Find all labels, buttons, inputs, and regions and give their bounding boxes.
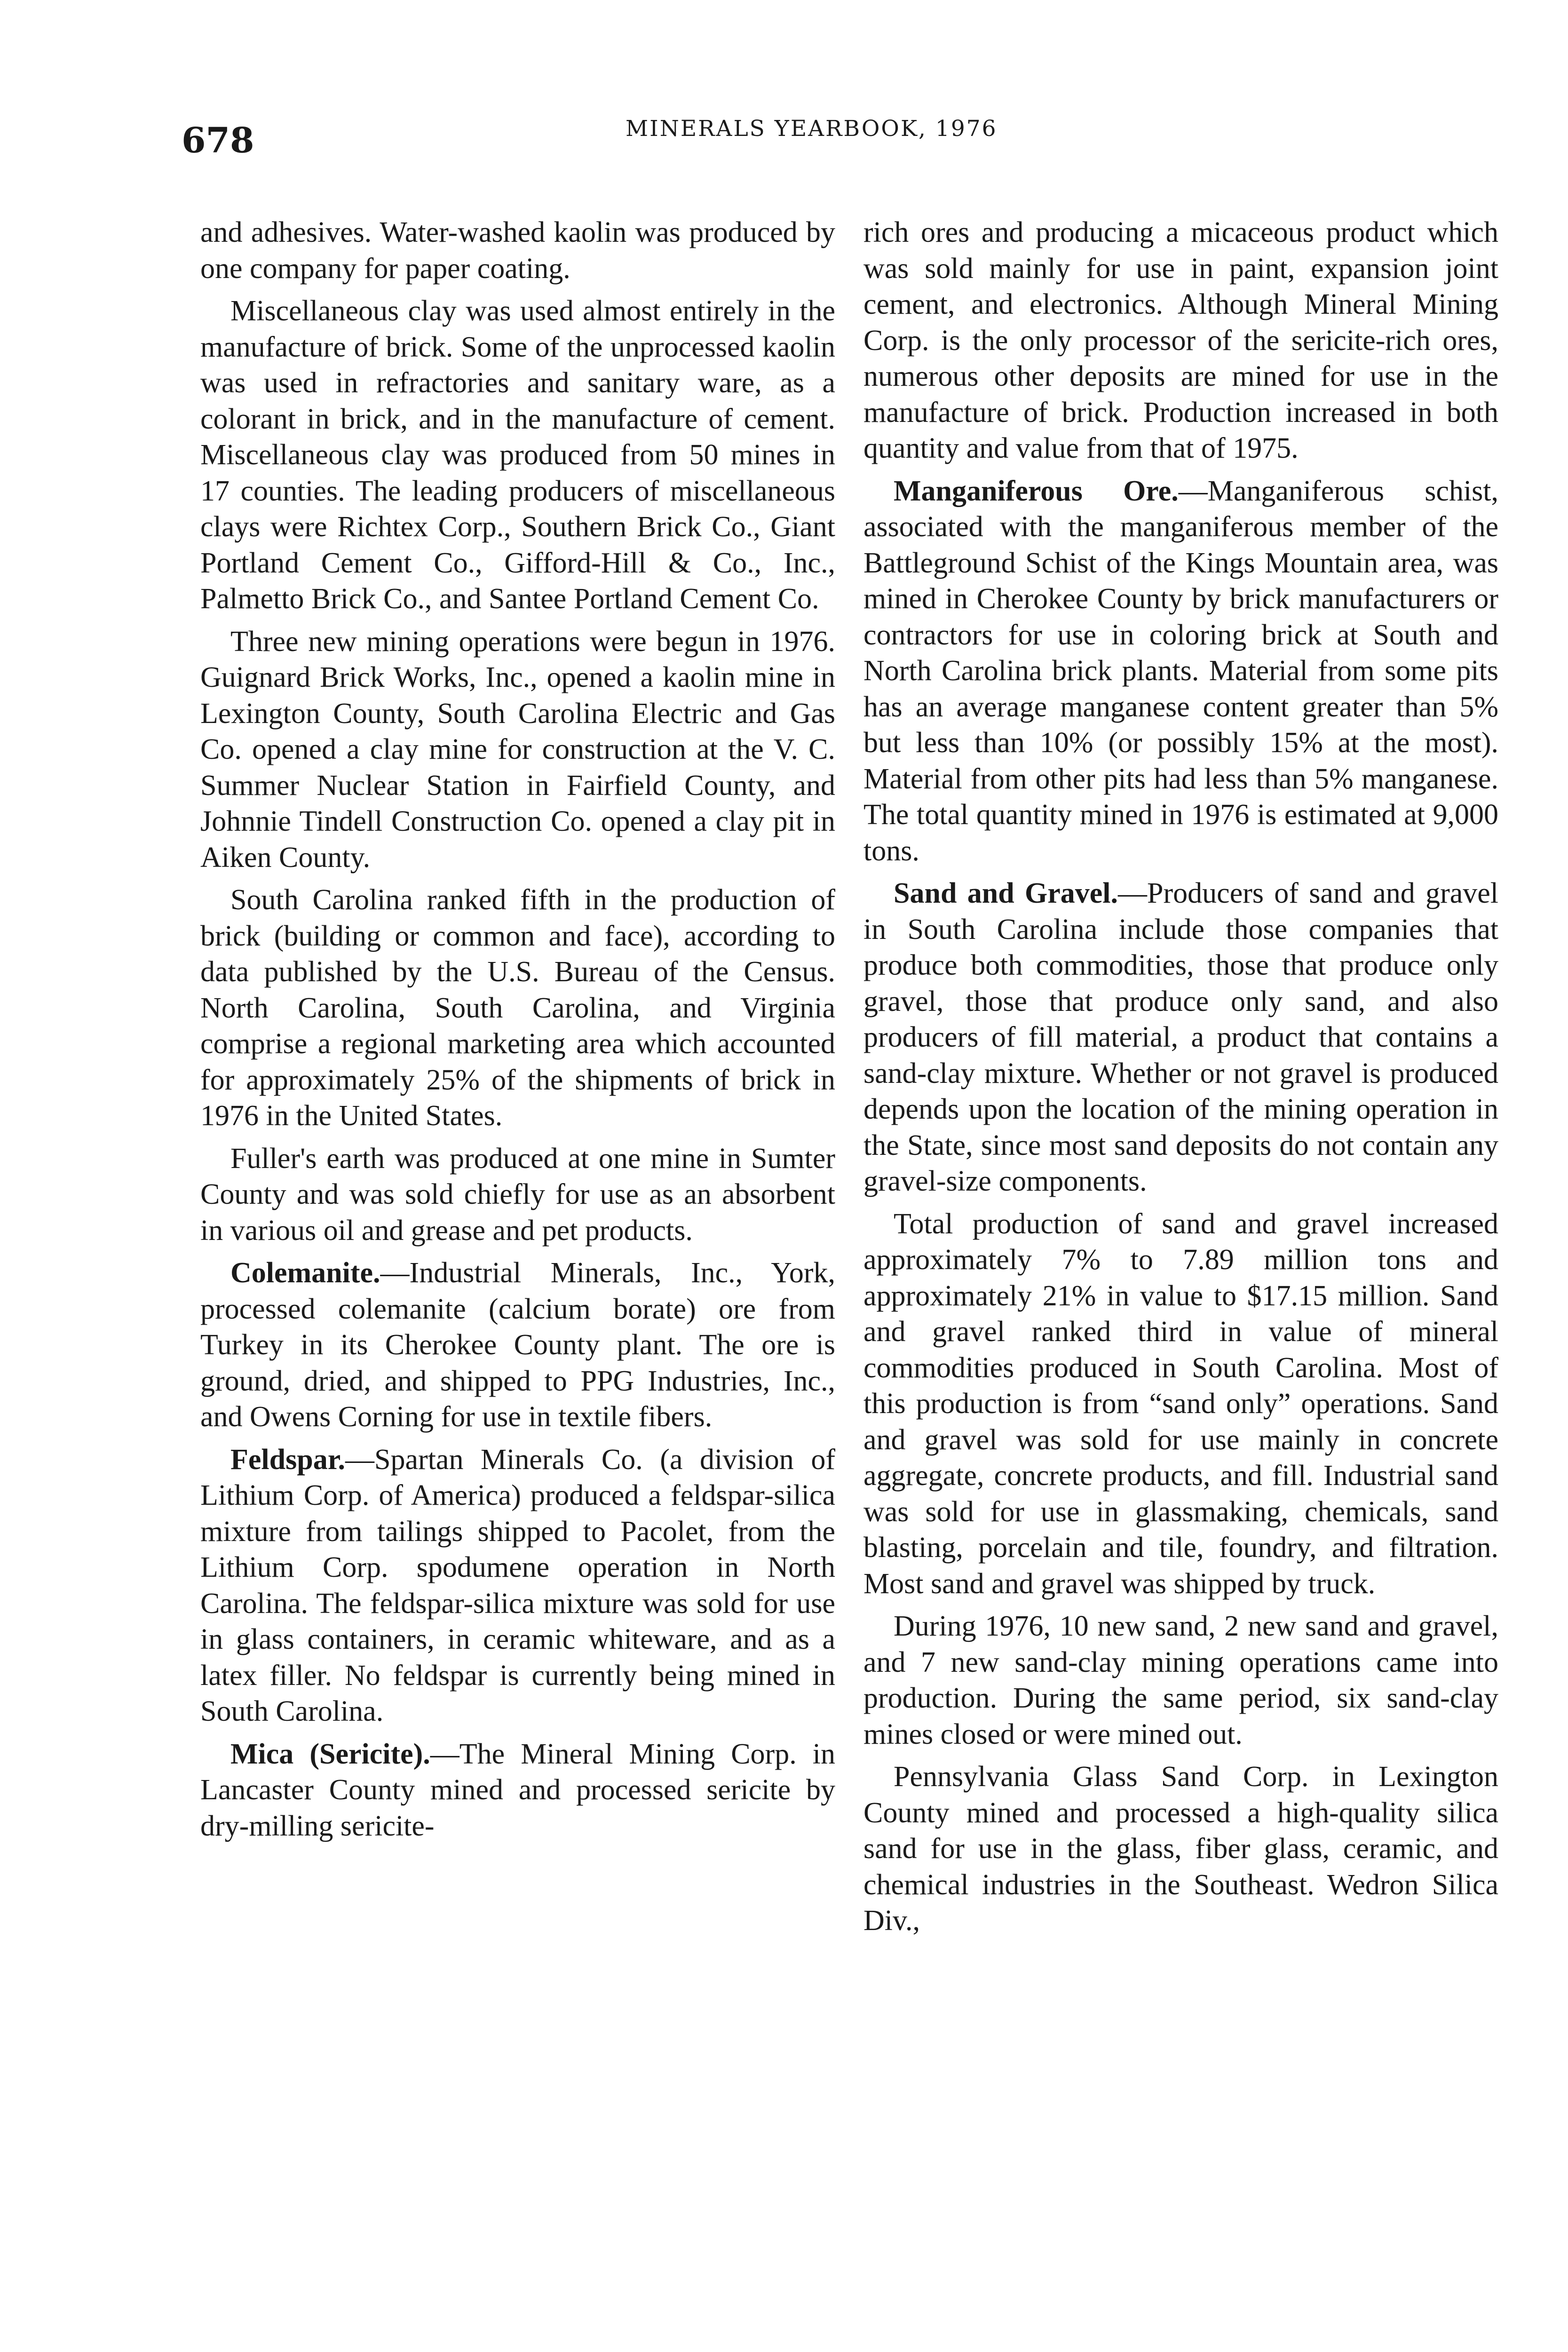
manganiferous-text: —Manganiferous schist, associated with the manganiferous member of the Battleground Schist of the Kings Mountain area, was mined in Cherokee County by brick manufacturers or contractors for use in coloring brick at South and North Carolina brick plants. Material from some pits has an average manganese content greater than 5% but less than 10% (or possibly 15% at the most). Material from other pits had less than 5% manganese. The total quantity mined in 1976 is estimated at 9,000 tons.: [863, 475, 1498, 867]
left-column: [200, 215, 835, 1851]
running-title: MINERALS YEARBOOK, 1976: [626, 116, 998, 142]
paragraph-brick-ranking: South Carolina ranked fifth in the production of brick (building or common and face), according to data published by the U.S. Bureau of the Census. North Carolina, South Carolina, and Virginia comprise a regional marketing area which accounted for approximately 25% of the shipments of brick in 1976 in the United States.: [200, 884, 835, 1132]
colemanite-heading: Colemanite.: [230, 1257, 380, 1289]
paragraph-pennsylvania-glass-sand: Pennsylvania Glass Sand Corp. in Lexington County mined and processed a high-quality silica sand for use in the glass, fiber glass, ceramic, and chemical industries in the Southeast. Wedron Silica Div.,: [863, 1761, 1498, 1937]
paragraph-adhesives: and adhesives. Water-washed kaolin was produced by one company for paper coating.: [200, 216, 835, 285]
page-number: 678: [182, 120, 254, 161]
paragraph-fullers-earth: Fuller's earth was produced at one mine in Sumter County and was sold chiefly for use as an absorbent in various oil and grease and pet products.: [200, 1142, 835, 1247]
sand-gravel-heading: Sand and Gravel.: [894, 877, 1118, 909]
paragraph-total-production: Total production of sand and gravel increased approximately 7% to 7.89 million tons and approximately 21% in value to $17.15 million. Sand and gravel ranked third in value of mineral commodities produced in South Carolina. Most of this production is from “sand only” operations. Sand and gravel was sold for use mainly in concrete aggregate, concrete products, and fill. Industrial sand was sold for use in glassmaking, chemicals, sand blasting, porcelain and tile, foundry, and filtration. Most sand and gravel was shipped by truck.: [863, 1208, 1498, 1600]
paragraph-new-mining-operations: Three new mining operations were begun in 1976. Guignard Brick Works, Inc., opened a kaolin mine in Lexington County, South Carolina Electric and Gas Co. opened a clay mine for construction at the V. C. Summer Nuclear Station in Fairfield County, and Johnnie Tindell Construction Co. opened a clay pit in Aiken County.: [200, 625, 835, 874]
section-feldspar: [200, 1442, 835, 1730]
section-sand-and-gravel: [863, 875, 1498, 1200]
section-mica: [200, 1736, 835, 1844]
feldspar-heading: Feldspar.: [230, 1443, 346, 1476]
manganiferous-heading: Manganiferous Ore.: [894, 475, 1179, 507]
feldspar-text: —Spartan Minerals Co. (a division of Lithium Corp. of America) produced a feldspar-silica mixture from tailings shipped to Pacolet, from the Lithium Corp. spodumene operation in North Carolina. The feldspar-silica mixture was sold for use in glass containers, in ceramic whiteware, and as a latex filler. No feldspar is currently being mined in South Carolina.: [200, 1443, 835, 1727]
paragraph-sericite-continued: rich ores and producing a micaceous product which was sold mainly for use in paint, expansion joint cement, and electronics. Although Mineral Mining Corp. is the only processor of the sericite-rich ores, numerous other deposits are mined for use in the manufacture of brick. Production increased in both quantity and value from that of 1975.: [863, 216, 1498, 464]
section-colemanite: [200, 1255, 835, 1435]
paragraph-new-operations-1976: During 1976, 10 new sand, 2 new sand and gravel, and 7 new sand-clay mining operations came into production. During the same period, six sand-clay mines closed or were mined out.: [863, 1610, 1498, 1750]
paragraph-miscellaneous-clay: Miscellaneous clay was used almost entirely in the manufacture of brick. Some of the unprocessed kaolin was used in refractories and sanitary ware, as a colorant in brick, and in the manufacture of cement. Miscellaneous clay was produced from 50 mines in 17 counties. The leading producers of miscellaneous clays were Richtex Corp., Southern Brick Co., Giant Portland Cement Co., Gifford-Hill & Co., Inc., Palmetto Brick Co., and Santee Portland Cement Co.: [200, 295, 835, 615]
mica-text: —The Mineral Mining Corp. in Lancaster County mined and processed sericite by dry-milling sericite-: [200, 1738, 835, 1842]
section-manganiferous-ore: [863, 473, 1498, 869]
right-column: [863, 215, 1498, 1946]
colemanite-text: —Industrial Minerals, Inc., York, processed colemanite (calcium borate) ore from Turkey in its Cherokee County plant. The ore is ground, dried, and shipped to PPG Industries, Inc., and Owens Corning for use in textile fibers.: [200, 1257, 835, 1433]
mica-heading: Mica (Sericite).: [230, 1738, 430, 1770]
sand-gravel-text: —Producers of sand and gravel in South Carolina include those companies that produce both commodities, those that produce only gravel, those that produce only sand, and also producers of fill material, a product that contains a sand-clay mixture. Whether or not gravel is produced depends upon the location of the mining operation in the State, since most sand deposits do not contain any gravel-size components.: [863, 877, 1498, 1197]
